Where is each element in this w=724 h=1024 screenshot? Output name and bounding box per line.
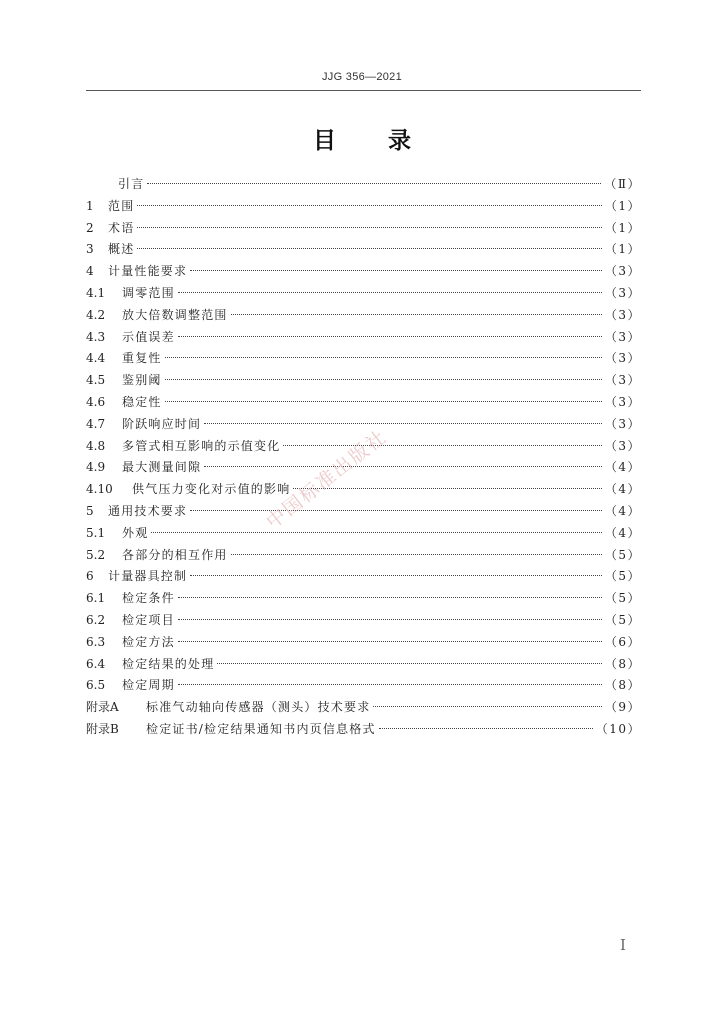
toc-leader-dots [137, 248, 601, 249]
toc-entry-label: 鉴别阈 [122, 373, 162, 388]
toc-entry[interactable] [86, 697, 641, 719]
toc-entry-page: （4） [604, 525, 641, 540]
toc-entry-label: 各部分的相互作用 [122, 547, 228, 562]
toc-entry-number: 6.4 [86, 656, 106, 671]
toc-entry-number: 4.1 [86, 285, 106, 300]
toc-entry-page: （6） [604, 634, 641, 649]
toc-entry-label: 检定结果的处理 [122, 656, 215, 671]
toc-leader-dots [217, 663, 601, 664]
toc-entry[interactable] [86, 675, 641, 697]
toc-entry-number: 2 [86, 220, 94, 235]
toc-entry[interactable] [86, 588, 641, 610]
toc-leader-dots [178, 641, 602, 642]
toc-leader-dots [204, 423, 602, 424]
toc-entry-label: 检定周期 [122, 678, 175, 693]
toc-entry-page: （3） [604, 373, 641, 388]
toc-entry[interactable] [86, 654, 641, 676]
toc-entry-label: 供气压力变化对示值的影响 [132, 482, 291, 497]
title-char-left: 目 [313, 127, 336, 154]
toc-entry-label: 多管式相互影响的示值变化 [122, 438, 281, 453]
toc-entry-number: 4.2 [86, 307, 106, 322]
toc-entry-page: （3） [604, 438, 641, 453]
page-number: I [620, 936, 626, 954]
toc-entry-number: 4.7 [86, 416, 106, 431]
toc-entry-page: （4） [604, 460, 641, 475]
toc-entry[interactable] [86, 348, 641, 370]
toc-entry[interactable] [86, 479, 641, 501]
toc-entry-number: 4.9 [86, 460, 106, 475]
toc-leader-dots [178, 336, 602, 337]
toc-entry-label: 检定方法 [122, 634, 175, 649]
toc-entry-label: 示值误差 [122, 329, 175, 344]
toc-entry[interactable] [86, 218, 641, 240]
toc-leader-dots [190, 510, 602, 511]
toc-entry-label: 放大倍数调整范围 [122, 307, 228, 322]
toc-leader-dots [204, 466, 602, 467]
toc-entry-label: 标准气动轴向传感器（测头）技术要求 [146, 700, 371, 715]
toc-leader-dots [178, 619, 602, 620]
toc-entry-number: 6.3 [86, 634, 106, 649]
toc-leader-dots [190, 270, 602, 271]
toc-leader-dots [151, 532, 601, 533]
toc-entry-number: 3 [86, 242, 94, 257]
toc-entry-number: 6.1 [86, 591, 106, 606]
toc-entry-number: 1 [86, 198, 94, 213]
toc-entry-page: （4） [604, 503, 641, 518]
toc-entry-label: 术语 [108, 220, 135, 235]
toc-entry-label: 调零范围 [122, 285, 175, 300]
toc-entry[interactable] [86, 566, 641, 588]
toc-entry-label: 检定条件 [122, 591, 175, 606]
toc-leader-dots [178, 292, 602, 293]
toc-entry-label: 重复性 [122, 351, 162, 366]
toc-leader-dots [165, 401, 602, 402]
toc-entry-page: （3） [604, 329, 641, 344]
toc-leader-dots [373, 706, 601, 707]
toc-entry-number: 6 [86, 569, 94, 584]
toc-entry[interactable] [86, 174, 641, 196]
toc-entry-number: 5.1 [86, 525, 106, 540]
toc-entry[interactable] [86, 719, 641, 741]
toc-entry-label: 外观 [122, 525, 149, 540]
toc-entry-page: （10） [595, 721, 641, 736]
toc-entry[interactable] [86, 261, 641, 283]
toc-entry-page: （5） [604, 569, 641, 584]
toc-entry-label: 检定项目 [122, 612, 175, 627]
toc-entry[interactable] [86, 523, 641, 545]
toc-entry-page: （3） [604, 307, 641, 322]
toc-entry[interactable] [86, 327, 641, 349]
toc-leader-dots [178, 597, 602, 598]
toc-entry-number: 附录A [86, 700, 119, 715]
header-rule [86, 90, 641, 91]
toc-entry[interactable] [86, 545, 641, 567]
toc-entry-label: 计量器具控制 [108, 569, 188, 584]
toc-entry[interactable] [86, 305, 641, 327]
toc-entry[interactable] [86, 283, 641, 305]
toc-entry-page: （3） [604, 394, 641, 409]
toc-entry-number: 5 [86, 503, 94, 518]
toc-entry-page: （5） [604, 612, 641, 627]
toc-leader-dots [137, 205, 601, 206]
toc-entry-page: （4） [604, 482, 641, 497]
toc-entry-number: 4 [86, 264, 94, 279]
toc-entry-page: （9） [604, 700, 641, 715]
toc-entry-label: 稳定性 [122, 394, 162, 409]
toc-entry-label: 检定证书/检定结果通知书内页信息格式 [146, 721, 376, 736]
toc-entry-number: 4.5 [86, 373, 106, 388]
toc-entry-page: （3） [604, 351, 641, 366]
toc-leader-dots [190, 575, 602, 576]
toc-entry[interactable] [86, 610, 641, 632]
page-title [0, 122, 724, 155]
toc-entry-page: （5） [604, 591, 641, 606]
title-char-right: 录 [388, 127, 411, 154]
toc-entry-page: （3） [604, 264, 641, 279]
toc-entry-number: 4.10 [86, 482, 113, 497]
document-header-code: JJG 356—2021 [321, 71, 403, 83]
toc-entry-number: 5.2 [86, 547, 106, 562]
toc-entry[interactable] [86, 370, 641, 392]
toc-entry-number: 4.4 [86, 351, 106, 366]
toc-entry-page: （1） [604, 242, 641, 257]
toc-entry-number: 4.8 [86, 438, 106, 453]
toc-entry[interactable] [86, 632, 641, 654]
toc-entry-page: （3） [604, 285, 641, 300]
toc-entry-page: （8） [604, 656, 641, 671]
toc-leader-dots [283, 445, 601, 446]
toc-leader-dots [137, 227, 601, 228]
toc-leader-dots [231, 314, 602, 315]
toc-leader-dots [293, 488, 601, 489]
toc-entry-page: （8） [604, 678, 641, 693]
toc-entry-page: （Ⅱ） [604, 177, 641, 191]
toc-entry[interactable] [86, 196, 641, 218]
toc-leader-dots [147, 183, 601, 184]
toc-entry-label: 概述 [108, 242, 135, 257]
toc-leader-dots [231, 554, 602, 555]
toc-entry-label: 阶跃响应时间 [122, 416, 202, 431]
toc-entry-number: 6.5 [86, 678, 106, 693]
toc-leader-dots [379, 728, 593, 729]
toc-leader-dots [165, 357, 602, 358]
toc-entry-number: 6.2 [86, 612, 106, 627]
toc-leader-dots [165, 379, 602, 380]
toc-entry-number: 附录B [86, 721, 119, 736]
toc-entry-page: （5） [604, 547, 641, 562]
toc-entry-number: 4.3 [86, 329, 106, 344]
toc-entry-page: （1） [604, 220, 641, 235]
toc-entry-label: 计量性能要求 [108, 264, 188, 279]
toc-entry-number: 4.6 [86, 394, 106, 409]
toc-entry-page: （1） [604, 198, 641, 213]
toc-entry[interactable] [86, 239, 641, 261]
toc-entry-label: 引言 [118, 177, 145, 191]
toc-entry-page: （3） [604, 416, 641, 431]
toc-entry-label: 范围 [108, 198, 135, 213]
toc-entry-label: 最大测量间隙 [122, 460, 202, 475]
watermark: 中国标准出版社 [262, 425, 392, 534]
toc-entry[interactable] [86, 501, 641, 523]
toc-leader-dots [178, 684, 602, 685]
toc-entry-label: 通用技术要求 [108, 503, 188, 518]
toc-entry[interactable] [86, 392, 641, 414]
